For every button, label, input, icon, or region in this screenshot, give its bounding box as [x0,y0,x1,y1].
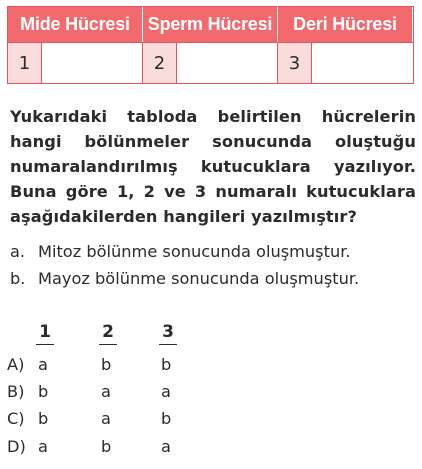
choice-value-3: a [161,437,171,456]
answer-column-header-3: 3 [159,322,177,345]
answer-choice-b[interactable] [7,382,247,404]
cell-number-2: 2 [143,43,177,83]
choice-value-2: a [101,382,111,401]
cell-table [7,6,414,84]
answer-box-2 [177,43,277,83]
option-a-label: a. [10,242,26,261]
answer-choice-d[interactable] [7,437,247,459]
answer-choice-c[interactable] [7,409,247,431]
cell-number-3: 3 [278,43,312,83]
choice-value-1: a [38,355,48,374]
choice-value-2: a [101,409,111,428]
answer-column-header-1: 1 [36,322,54,345]
choice-value-1: b [38,382,49,401]
cell-3 [278,42,413,83]
choice-value-3: a [161,382,171,401]
answer-column-header-2: 2 [99,322,117,345]
header-sperm-hucresi: Sperm Hücresi [143,7,278,42]
cell-number-1: 1 [8,43,42,83]
option-a-text: Mitoz bölünme sonucunda oluşmuştur. [38,242,351,261]
question-text: Yukarıdaki tabloda belirtilen hücrelerin hangi bölünmeler sonucunda oluştuğu numaralandırılmış kutucuklara yazılıyor. Buna göre 1, 2 ve 3 numaralı kutucuklara aşağıdakilerden hangileri yazılmıştır? [10,107,416,226]
choice-value-1: b [38,409,49,428]
choice-label: A) [7,355,25,374]
choice-label: B) [7,382,25,401]
cell-2 [143,42,278,83]
header-deri-hucresi: Deri Hücresi [278,7,413,42]
choice-value-3: b [161,409,172,428]
choice-value-1: a [38,437,48,456]
answer-choice-a[interactable] [7,355,247,377]
choice-value-3: b [161,355,172,374]
cell-1 [8,42,143,83]
answer-box-1 [42,43,142,83]
option-b-label: b. [10,269,26,288]
choice-value-2: b [101,355,112,374]
option-b-text: Mayoz bölünme sonucunda oluşmuştur. [38,269,360,288]
choice-value-2: b [101,437,112,456]
answer-box-3 [312,43,413,83]
header-mide-hucresi: Mide Hücresi [8,7,143,42]
option-a [10,241,351,263]
choice-label: C) [7,409,25,428]
option-b [10,268,359,290]
choice-label: D) [7,437,26,456]
